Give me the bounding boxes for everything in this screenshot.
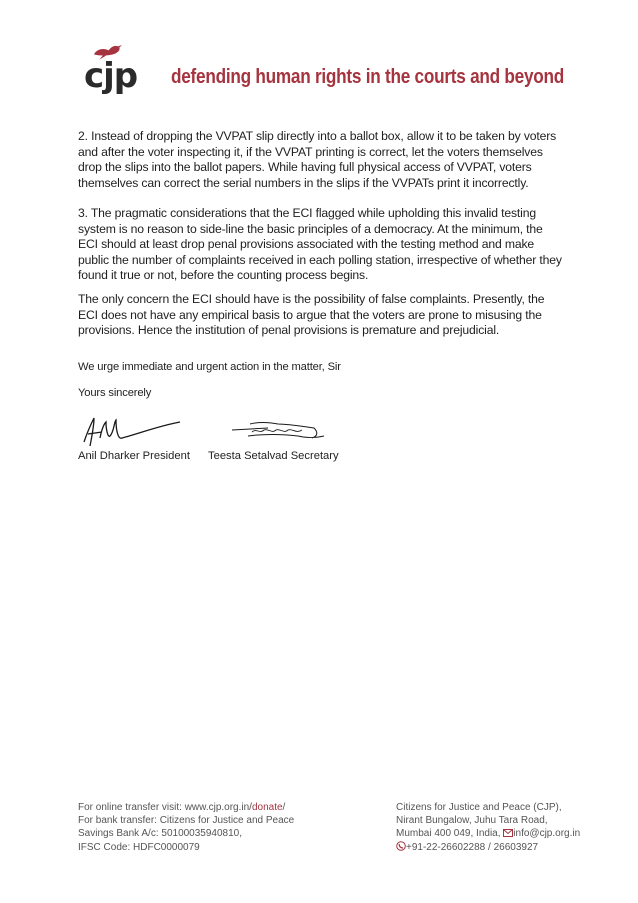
signature-teesta-setalvad — [228, 418, 328, 444]
footer-address-1: Nirant Bungalow, Juhu Tara Road, — [396, 815, 548, 827]
logo-wordmark: cjp — [84, 56, 138, 96]
signatory-1: Anil Dharker President — [78, 450, 190, 462]
header-tagline: defending human rights in the courts and beyond — [170, 66, 564, 88]
paragraph-2: 2. Instead of dropping the VVPAT slip directly into a ballot box, allow it to be taken by voters and after the voter inspecting it, if the VVPAT printing is correct, let the voters themselves drop the slips into the ballot papers. While having full physical access of VVPAT, voters themselves can correct the serial numbers in the slips if the VVPATs print it incorrectly. — [78, 129, 557, 190]
footer-city: Mumbai 400 049, India, — [396, 828, 504, 840]
footer-right — [396, 801, 580, 854]
footer-online-prefix: For online transfer visit: www.cjp.org.in/ — [78, 802, 252, 813]
paragraph-4: The only concern the ECI should have is the possibility of false complaints. Presently, the ECI does not have any empirical basis to argue that the voters are prone to misusing the provisions. Hence the institution of penal provisions is premature and prejudicial. — [78, 292, 545, 337]
footer-ifsc: IFSC Code: HDFC0000079 — [78, 841, 200, 853]
signatory-2: Teesta Setalvad Secretary — [208, 450, 339, 462]
footer-online-suffix: / — [282, 802, 286, 813]
email-icon — [503, 829, 513, 837]
footer-phone-number: +91-22-26602288 / 26603927 — [406, 841, 539, 853]
closing-line: Yours sincerely — [78, 387, 152, 399]
footer-online-transfer — [78, 801, 294, 814]
signature-anil-dharker — [78, 412, 188, 450]
footer-address-2 — [396, 827, 580, 840]
footer-phone — [396, 841, 580, 854]
email-link[interactable]: info@cjp.org.in — [513, 828, 581, 840]
urge-line: We urge immediate and urgent action in the matter, Sir — [78, 361, 341, 373]
phone-icon — [396, 841, 406, 851]
footer-bank-transfer: For bank transfer: Citizens for Justice and Peace — [78, 815, 295, 827]
paragraph-3: 3. The pragmatic considerations that the ECI flagged while upholding this invalid testing system is no reason to side-line the basic principles of a democracy. At the minimum, the ECI should at least drop penal provisions associated with the testing method and make public the number of complaints received in each polling station, irrespective of whether they found it true or not, before the counting process begins. — [78, 206, 562, 282]
footer-org-name: Citizens for Justice and Peace (CJP), — [396, 802, 562, 813]
donate-link[interactable]: donate — [251, 802, 283, 813]
footer-account-number: Savings Bank A/c: 50100035940810, — [78, 828, 243, 840]
footer-left — [78, 801, 294, 854]
